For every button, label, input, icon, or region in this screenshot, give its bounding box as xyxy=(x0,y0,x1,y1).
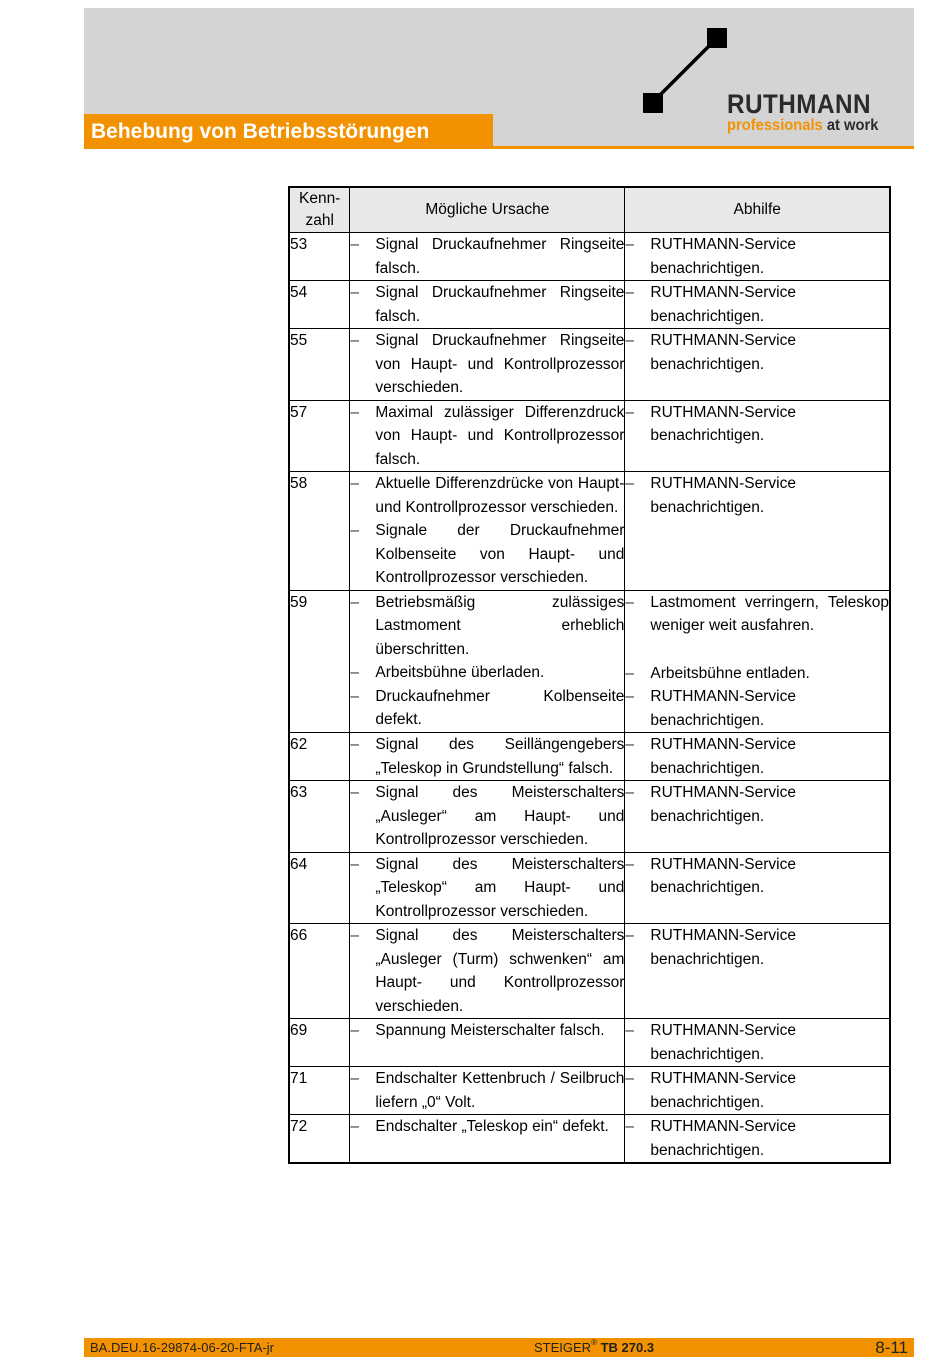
fault-code: 62 xyxy=(289,733,350,781)
fault-code: 53 xyxy=(289,233,350,281)
cause-item-text: Signale der Druckaufnehmer Kolbenseite von Haupt- und Kontrollprozessor verschieden. xyxy=(375,522,625,586)
cause-cell xyxy=(350,233,625,281)
remedy-item-text: RUTHMANN-Service benachrichtigen. xyxy=(650,475,796,516)
column-header-code xyxy=(289,187,350,233)
fault-code: 64 xyxy=(289,852,350,924)
cause-item xyxy=(350,281,624,328)
dash-bullet-icon: – xyxy=(350,1022,359,1039)
remedy-item xyxy=(625,1115,889,1162)
cause-cell xyxy=(350,281,625,329)
ruthmann-logo-icon xyxy=(640,25,740,120)
cause-item xyxy=(350,519,624,590)
fault-code: 57 xyxy=(289,400,350,472)
footer-product xyxy=(534,1338,654,1357)
remedy-item xyxy=(625,281,889,328)
table-row xyxy=(289,733,890,781)
cause-item-text: Signal Druckaufnehmer Ringseite von Haupt- und Kontrollprozessor verschieden. xyxy=(375,332,625,396)
cause-cell xyxy=(350,590,625,733)
cause-item xyxy=(350,924,624,1018)
page-title: Behebung von Betriebsstörungen xyxy=(84,114,493,149)
cause-item xyxy=(350,1067,624,1114)
cause-cell xyxy=(350,733,625,781)
table-row xyxy=(289,472,890,591)
remedy-cell xyxy=(625,233,890,281)
fault-code: 71 xyxy=(289,1067,350,1115)
dash-bullet-icon: – xyxy=(350,784,359,801)
cause-item-text: Signal des Meisterschalters „Ausleger“ am Haupt- und Kontrollprozessor verschieden. xyxy=(375,784,625,848)
cause-item-text: Endschalter „Teleskop ein“ defekt. xyxy=(375,1118,609,1135)
cause-cell xyxy=(350,1019,625,1067)
remedy-cell xyxy=(625,329,890,401)
dash-bullet-icon: – xyxy=(625,1070,635,1087)
remedy-item xyxy=(625,781,889,828)
dash-bullet-icon: – xyxy=(625,1118,635,1135)
remedy-cell xyxy=(625,281,890,329)
dash-bullet-icon: – xyxy=(625,664,635,682)
footer-product-mark: ® xyxy=(591,1338,597,1347)
table-row xyxy=(289,924,890,1019)
remedy-item-text: RUTHMANN-Service benachrichtigen. xyxy=(650,1070,796,1111)
cause-item-text: Signal Druckaufnehmer Ringseite falsch. xyxy=(375,284,625,325)
remedy-item-text: RUTHMANN-Service benachrichtigen. xyxy=(650,236,796,277)
cause-item-text: Signal des Meisterschalters „Ausleger (Turm) schwenken“ am Haupt- und Kontrollprozessor verschieden. xyxy=(375,927,625,1015)
cause-cell xyxy=(350,1067,625,1115)
cause-item xyxy=(350,329,624,400)
remedy-item-text: RUTHMANN-Service benachrichtigen. xyxy=(650,688,796,729)
remedy-cell xyxy=(625,1067,890,1115)
dash-bullet-icon: – xyxy=(350,236,359,253)
remedy-cell xyxy=(625,590,890,733)
table-row xyxy=(289,233,890,281)
cause-item xyxy=(350,781,624,852)
logo-tagline xyxy=(727,117,878,135)
remedy-item xyxy=(625,685,889,732)
cause-cell xyxy=(350,400,625,472)
cause-cell xyxy=(350,329,625,401)
dash-bullet-icon: – xyxy=(350,1118,359,1135)
ruthmann-logo xyxy=(640,25,915,140)
dash-bullet-icon: – xyxy=(350,284,359,301)
dash-bullet-icon: – xyxy=(625,475,635,492)
table-row xyxy=(289,781,890,853)
dash-bullet-icon: – xyxy=(350,593,359,611)
footer-product-model: TB 270.3 xyxy=(600,1340,655,1355)
cause-item xyxy=(350,685,624,732)
dash-bullet-icon: – xyxy=(350,736,359,753)
cause-item xyxy=(350,233,624,280)
remedy-item xyxy=(625,1019,889,1066)
table-header-row xyxy=(289,187,890,233)
cause-item-text: Signal des Seillängengebers „Teleskop in Grundstellung“ falsch. xyxy=(375,736,625,777)
cause-cell xyxy=(350,1115,625,1164)
table-row xyxy=(289,1067,890,1115)
fault-code: 55 xyxy=(289,329,350,401)
dash-bullet-icon: – xyxy=(350,664,359,681)
dash-bullet-icon: – xyxy=(350,522,359,539)
footer-doc-id: BA.DEU.16-29874-06-20-FTA-jr xyxy=(90,1340,274,1355)
remedy-item xyxy=(625,924,889,971)
table-row xyxy=(289,329,890,401)
dash-bullet-icon: – xyxy=(350,475,359,492)
remedy-cell xyxy=(625,781,890,853)
cause-item-text: Aktuelle Differenzdrücke von Haupt- und Kontrollprozessor verschieden. xyxy=(375,475,625,516)
dash-bullet-icon: – xyxy=(625,927,635,944)
column-header-remedy: Abhilfe xyxy=(625,187,890,233)
remedy-item-text: RUTHMANN-Service benachrichtigen. xyxy=(650,855,796,896)
fault-table xyxy=(288,186,891,1164)
dash-bullet-icon: – xyxy=(625,688,635,705)
cause-cell xyxy=(350,852,625,924)
remedy-cell xyxy=(625,1115,890,1164)
remedy-cell xyxy=(625,852,890,924)
remedy-cell xyxy=(625,733,890,781)
dash-bullet-icon: – xyxy=(625,332,635,349)
table-row xyxy=(289,1019,890,1067)
table-row xyxy=(289,400,890,472)
dash-bullet-icon: – xyxy=(350,403,359,421)
cause-item xyxy=(350,591,624,662)
cause-item-text: Betriebsmäßig zulässiges Lastmoment erheblich überschritten. xyxy=(375,593,625,658)
remedy-item-text: RUTHMANN-Service benachrichtigen. xyxy=(650,332,796,373)
column-header-code-line1: Kenn- xyxy=(298,190,341,207)
cause-item xyxy=(350,661,624,685)
dash-bullet-icon: – xyxy=(625,593,635,611)
remedy-item xyxy=(625,233,889,280)
remedy-item-text: RUTHMANN-Service benachrichtigen. xyxy=(650,284,796,325)
table-row xyxy=(289,590,890,733)
cause-item xyxy=(350,472,624,519)
dash-bullet-icon: – xyxy=(625,855,635,873)
fault-code: 66 xyxy=(289,924,350,1019)
header-divider xyxy=(493,146,914,149)
cause-cell xyxy=(350,781,625,853)
cause-cell xyxy=(350,472,625,591)
fault-code: 72 xyxy=(289,1115,350,1164)
dash-bullet-icon: – xyxy=(625,403,635,421)
remedy-cell xyxy=(625,924,890,1019)
cause-item-text: Arbeitsbühne überladen. xyxy=(375,664,545,681)
dash-bullet-icon: – xyxy=(625,1022,635,1039)
remedy-cell xyxy=(625,400,890,472)
dash-bullet-icon: – xyxy=(350,855,359,873)
remedy-item xyxy=(625,1067,889,1114)
table-row xyxy=(289,1115,890,1164)
cause-item-text: Maximal zulässiger Differenzdruck von Haupt- und Kontrollprozessor falsch. xyxy=(375,403,625,468)
dash-bullet-icon: – xyxy=(350,927,359,944)
dash-bullet-icon: – xyxy=(625,284,635,301)
dash-bullet-icon: – xyxy=(625,736,635,753)
cause-item xyxy=(350,853,624,924)
table-row xyxy=(289,281,890,329)
remedy-cell xyxy=(625,1019,890,1067)
cause-item-text: Druckaufnehmer Kolbenseite defekt. xyxy=(375,687,625,728)
remedy-item xyxy=(625,733,889,780)
cause-cell xyxy=(350,924,625,1019)
dash-bullet-icon: – xyxy=(350,332,359,349)
remedy-item-text: RUTHMANN-Service benachrichtigen. xyxy=(650,927,796,968)
fault-code: 69 xyxy=(289,1019,350,1067)
cause-item xyxy=(350,1115,624,1139)
remedy-item xyxy=(625,329,889,376)
remedy-item xyxy=(625,472,889,519)
dash-bullet-icon: – xyxy=(350,1070,359,1087)
cause-item-text: Endschalter Kettenbruch / Seilbruch liefern „0“ Volt. xyxy=(375,1070,625,1111)
remedy-item-text: RUTHMANN-Service benachrichtigen. xyxy=(650,784,796,825)
remedy-item-text: RUTHMANN-Service benachrichtigen. xyxy=(650,1118,796,1159)
cause-item-text: Signal Druckaufnehmer Ringseite falsch. xyxy=(375,236,625,277)
fault-code: 58 xyxy=(289,472,350,591)
remedy-item-text: Lastmoment verringern, Teleskop weniger weit ausfahren. xyxy=(650,593,889,634)
logo-tagline-professionals: professionals xyxy=(727,117,823,134)
remedy-item xyxy=(625,662,889,686)
fault-table-body xyxy=(289,233,890,1164)
fault-code: 59 xyxy=(289,590,350,733)
remedy-item-text: Arbeitsbühne entladen. xyxy=(650,664,810,682)
remedy-item-text: RUTHMANN-Service benachrichtigen. xyxy=(650,1022,796,1063)
cause-item-text: Signal des Meisterschalters „Teleskop“ am Haupt- und Kontrollprozessor verschieden. xyxy=(375,855,625,920)
footer-product-prefix: STEIGER xyxy=(534,1340,592,1355)
remedy-item xyxy=(625,591,889,638)
fault-code: 63 xyxy=(289,781,350,853)
remedy-item-text: RUTHMANN-Service benachrichtigen. xyxy=(650,403,796,444)
remedy-item-text: RUTHMANN-Service benachrichtigen. xyxy=(650,736,796,777)
cause-item xyxy=(350,1019,624,1043)
logo-tagline-at-work: at work xyxy=(826,117,879,134)
remedy-item xyxy=(625,853,889,900)
dash-bullet-icon: – xyxy=(625,236,635,253)
remedy-cell xyxy=(625,472,890,591)
logo-name: RUTHMANN xyxy=(727,89,871,119)
cause-item xyxy=(350,401,624,472)
dash-bullet-icon: – xyxy=(625,784,635,801)
cause-item-text: Spannung Meisterschalter falsch. xyxy=(375,1022,605,1039)
page-number: 8-11 xyxy=(875,1338,908,1357)
column-header-code-line2: zahl xyxy=(305,212,334,229)
fault-code: 54 xyxy=(289,281,350,329)
column-header-cause: Mögliche Ursache xyxy=(350,187,625,233)
table-row xyxy=(289,852,890,924)
dash-bullet-icon: – xyxy=(350,687,359,705)
cause-item xyxy=(350,733,624,780)
remedy-item xyxy=(625,401,889,448)
